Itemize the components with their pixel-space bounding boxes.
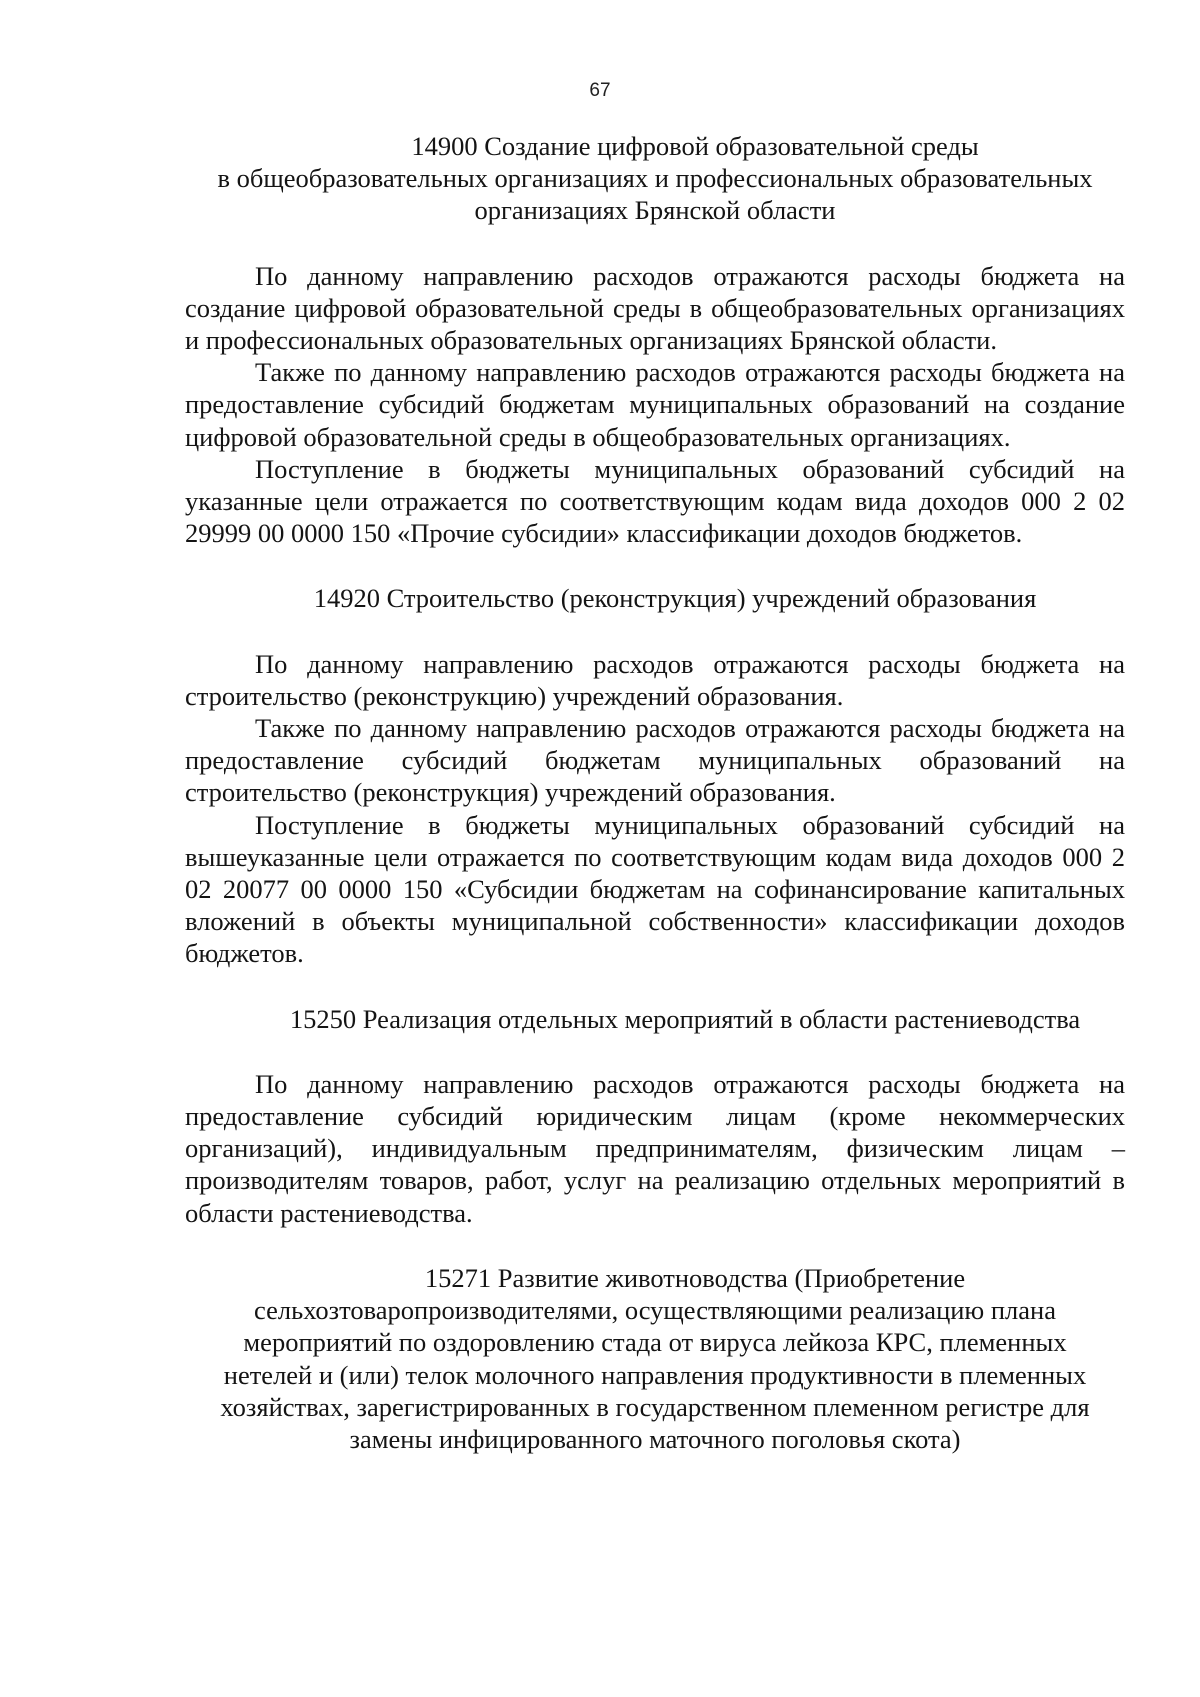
heading-line: 14920 Строительство (реконструкция) учреждений образования <box>313 583 1037 614</box>
heading-line: организациях Брянской области <box>474 195 836 226</box>
section-heading <box>185 582 1125 614</box>
section-15250 <box>185 1003 1125 1229</box>
document-body <box>185 130 1125 1455</box>
paragraph: Поступление в бюджеты муниципальных образований субсидий на указанные цели отражается по соответствующим кодам вида доходов 000 2 02 29999 00 0000 150 «Прочие субсидии» классификации доходов бюджетов. <box>185 453 1125 549</box>
section-15271 <box>185 1262 1125 1455</box>
section-heading <box>185 1262 1125 1455</box>
heading-line: 14900 Создание цифровой образовательной среды <box>411 131 979 161</box>
heading-line: нетелей и (или) телок молочного направления продуктивности в племенных <box>223 1359 1087 1390</box>
section-heading <box>185 130 1125 227</box>
paragraph: Поступление в бюджеты муниципальных образований субсидий на вышеуказанные цели отражается по соответствующим кодам вида доходов 000 2 02 20077 00 0000 150 «Субсидии бюджетам на софинансирование капитальных вложений в объекты муниципальной собственности» классификации доходов бюджетов. <box>185 809 1125 969</box>
section-14900 <box>185 130 1125 549</box>
heading-line: мероприятий по оздоровлению стада от вируса лейкоза КРС, племенных <box>243 1327 1067 1358</box>
heading-line: 15271 Развитие животноводства (Приобретение <box>424 1262 966 1293</box>
section-heading <box>185 1003 1125 1035</box>
heading-line: замены инфицированного маточного поголовья скота) <box>349 1423 961 1454</box>
heading-line: в общеобразовательных организациях и профессиональных образовательных <box>217 163 1093 194</box>
paragraph: По данному направлению расходов отражаются расходы бюджета на предоставление субсидий юридическим лицам (кроме некоммерческих организаций), индивидуальным предпринимателям, физическим лицам – производителям товаров, работ, услуг на реализацию отдельных мероприятий в области растениеводства. <box>185 1068 1125 1228</box>
paragraph: По данному направлению расходов отражаются расходы бюджета на строительство (реконструкцию) учреждений образования. <box>185 648 1125 711</box>
paragraph: По данному направлению расходов отражаются расходы бюджета на создание цифровой образовательной среды в общеобразовательных организациях и профессиональных образовательных организациях Брянской области. <box>185 260 1125 356</box>
page-number: 67 <box>589 80 611 101</box>
heading-line: сельхозтоваропроизводителями, осуществляющими реализацию плана <box>254 1295 1056 1326</box>
paragraph: Также по данному направлению расходов отражаются расходы бюджета на предоставление субсидий бюджетам муниципальных образований на создание цифровой образовательной среды в общеобразовательных организациях. <box>185 357 1125 452</box>
heading-line: 15250 Реализация отдельных мероприятий в области растениеводства <box>289 1003 1081 1034</box>
section-14920 <box>185 582 1125 969</box>
heading-line: хозяйствах, зарегистрированных в государственном племенном регистре для <box>220 1391 1090 1422</box>
paragraph: Также по данному направлению расходов отражаются расходы бюджета на предоставление субсидий бюджетам муниципальных образований на строительство (реконструкция) учреждений образования. <box>185 713 1125 808</box>
